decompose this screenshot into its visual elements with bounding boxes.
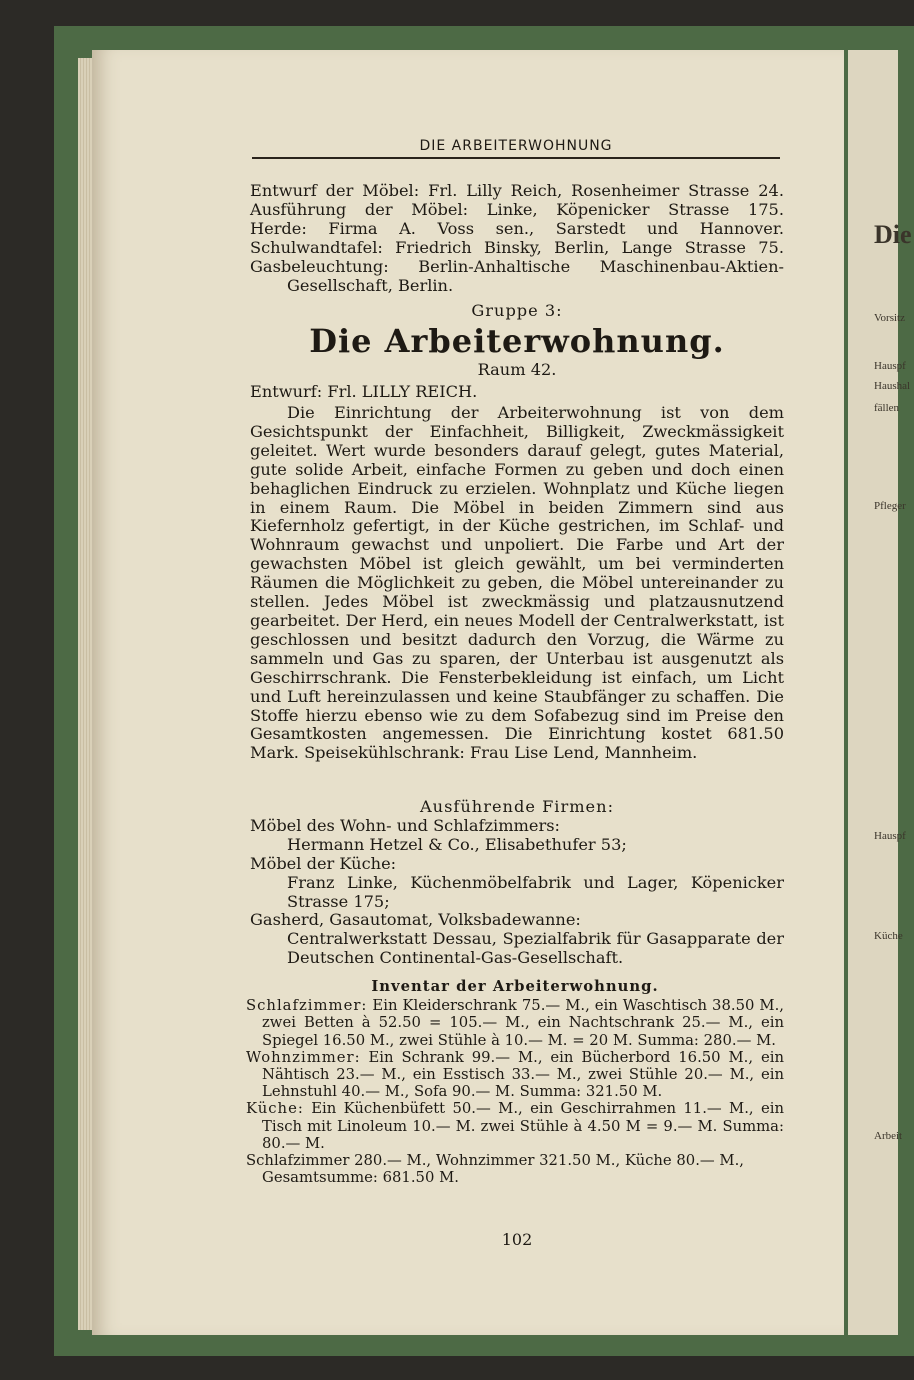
credit-line: Gasbeleuchtung: Berlin-Anhaltische Maschinenbau-Aktien-Gesellschaft, Berlin. [250,256,784,295]
inventory-grand-total: Gesamtsumme: 681.50 M. [262,1169,459,1187]
credits-block [250,182,784,295]
facing-page-fragment: Hauspf [874,360,906,372]
facing-page-fragment: Die [874,220,912,249]
credit-line: Herde: Firma A. Voss sen., Sarstedt und Hannover. [250,218,784,238]
facing-page-fragment: Arbeit [874,1130,903,1142]
facing-page-fragment: Vorsitz [874,312,905,324]
inventory-heading: Inventar der Arbeiterwohnung. [371,978,659,995]
inventory-room [246,997,784,1049]
inventory-room-name: Wohnzimmer: [246,1048,361,1066]
description-paragraph: Die Einrichtung der Arbeiterwohnung ist von dem Gesichtspunkt der Einfachheit, Billigkeit, Zweckmässigkeit geleitet. Wert wurde besonders darauf gelegt, gutes Material, gute solide Arbeit, einfache Formen zu geben und doch einen behaglichen Eindruck zu erzielen. Wohnplatz und Küche liegen in einem Raum. Die Möbel in beiden Zimmern sind aus Kiefernholz gefertigt, in der Küche gestrichen, im Schlaf- und Wohnraum gewachst und unpoliert. Die Farbe und Art der gewachsten Möbel ist gleich gewählt, um bei verminderten Räumen die Möglichkeit zu geben, die Möbel untereinander zu stellen. Jedes Möbel ist zweckmässig und platzausnutzend gearbeitet. Der Herd, ein neues Modell der Centralwerkstatt, ist geschlossen und besitzt dadurch den Vorzug, die Wärme zu sammeln und Gas zu sparen, der Unterbau ist ausgenutzt als Geschirrschrank. Die Fensterbekleidung ist einfach, um Licht und Luft hereinzulassen und keine Staubfänger zu schaffen. Die Stoffe hierzu ebenso wie zu dem Sofabezug sind im Preise den Gesamtkosten angemessen. Die Einrichtung kostet 681.50 Mark. Speisekühlschrank: Frau Lise Lend, Mannheim. [250,403,784,763]
facing-page-fragment: fällen [874,402,900,414]
header-rule [252,157,780,159]
firm-item: Möbel des Wohn- und Schlafzimmers: [250,815,560,835]
description [250,404,784,763]
design-credit: Entwurf: Frl. LILLY REICH. [250,382,478,401]
firms-heading: Ausführende Firmen: [419,797,615,816]
page-number: 102 [501,1230,533,1249]
credit-line: Entwurf der Möbel: Frl. Lilly Reich, Rosenheimer Strasse 24. [250,181,784,200]
inventory-room [246,1049,784,1101]
facing-page-fragment: Pfleger [874,500,906,512]
inventory-section [246,978,784,1186]
running-head: DIE ARBEITERWOHNUNG [419,138,613,154]
firm-maker: Centralwerkstatt Dessau, Spezialfabrik für Gasapparate der Deutschen Continental-Gas-Gesellschaft. [287,929,784,968]
firm-maker: Hermann Hetzel & Co., Elisabethufer 53; [287,834,627,854]
inventory-total: Schlafzimmer 280.— M., Wohnzimmer 321.50 M., Küche 80.— M., [246,1152,744,1170]
inventory-room-name: Schlafzimmer: [246,997,368,1015]
inventory-room-items: Ein Schrank 99.— M., ein Bücherbord 16.50 M., ein Nähtisch 23.— M., ein Esstisch 33.— M., zwei Stühle 20.— M., ein Lehnstuhl 40.— M., Sofa 90.— M. Summa: 321.50 M. [262,1048,784,1101]
firms-section [250,798,784,968]
credit-line: Schulwandtafel: Friedrich Binsky, Berlin, Lange Strasse 75. [250,237,784,257]
firm-maker: Franz Linke, Küchenmöbelfabrik und Lager, Köpenicker Strasse 175; [287,872,784,911]
credit-line: Ausführung der Möbel: Linke, Köpenicker Strasse 175. [250,199,784,219]
inventory-room-name: Küche: [246,1100,304,1118]
firm-item: Möbel der Küche: [250,853,397,873]
room-label: Raum 42. [477,360,557,379]
facing-page-fragment: Hauspf [874,830,906,842]
firm-item: Gasherd, Gasautomat, Volksbadewanne: [250,910,581,930]
section-title: Die Arbeiterwohnung. [309,322,725,360]
inventory-room-items: Ein Küchenbüfett 50.— M., ein Geschirrahmen 11.— M., ein Tisch mit Linoleum 10.— M. zwei Stühle à 4.50 M = 9.— M. Summa: 80.— M. [262,1100,784,1152]
facing-page-fragment: Haushal [874,380,911,392]
inventory-room [246,1100,784,1152]
facing-page-fragment: Küche [874,930,903,942]
group-label: Gruppe 3: [471,301,563,320]
inventory-room-items: Ein Kleiderschrank 75.— M., ein Waschtisch 38.50 M., zwei Betten à 52.50 = 105.— M., ein Nachtschrank 25.— M., ein Spiegel 16.50 M., zwei Stühle à 10.— M. = 20 M. Summa: 280.— M. [262,997,784,1049]
